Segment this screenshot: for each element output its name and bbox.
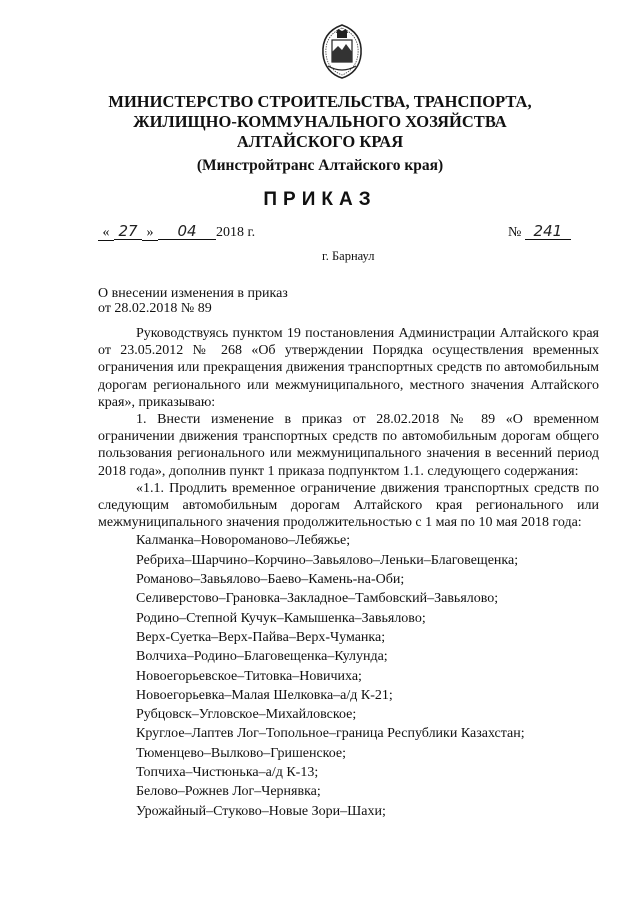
order-subject — [98, 286, 288, 316]
route-item: Ребриха–Шарчино–Корчино–Завьялово–Леньки–Благовещенка; — [136, 552, 519, 568]
route-item: Романово–Завьялово–Баево–Камень-на-Оби; — [136, 572, 405, 588]
document-type-title: ПРИКАЗ — [263, 189, 377, 210]
route-item: Белово–Рожнев Лог–Чернявка; — [136, 784, 321, 800]
number-prefix: № — [508, 225, 522, 240]
route-item: Тюменцево–Вылково–Гришенское; — [136, 745, 347, 761]
route-item: Урожайный–Стуково–Новые Зори–Шахи; — [136, 803, 386, 819]
route-item: Рубцовск–Угловское–Михайловское; — [136, 707, 357, 723]
route-item: Родино–Степной Кучук–Камышенка–Завьялово; — [136, 610, 426, 626]
ministry-title-line2: ЖИЛИЩНО-КОММУНАЛЬНОГО ХОЗЯЙСТВА — [133, 112, 507, 131]
date-day: 27 — [114, 224, 142, 240]
route-item: Калманка–Новороманово–Лебяжье; — [136, 533, 351, 549]
route-item: Новоегорьевка–Малая Шелковка–а/д К-21; — [136, 687, 393, 703]
subject-line2: от 28.02.2018 № 89 — [98, 301, 212, 316]
ministry-short-name: (Минстройтранс Алтайского края) — [196, 157, 444, 174]
ministry-title-line1: МИНИСТЕРСТВО СТРОИТЕЛЬСТВА, ТРАНСПОРТА, — [108, 92, 532, 111]
item-1-1-paragraph: «1.1. Продлить временное ограничение движения транспортных средств по следующим автомобильным дорогам Алтайского края регионального или межмуниципального значения продолжительностью с 1 мая по 10 мая 2018 года: — [98, 480, 599, 531]
date-close-quote: » — [142, 225, 158, 241]
ministry-title-line3: АЛТАЙСКОГО КРАЯ — [236, 132, 404, 151]
coat-of-arms-emblem — [318, 22, 366, 80]
route-item: Круглое–Лаптев Лог–Топольное–граница Республики Казахстан; — [136, 726, 525, 742]
item-1-paragraph: 1. Внести изменение в приказ от 28.02.2018 № 89 «О временном ограничении движения транспортных средств по автомобильным дорогам общего пользования регионального или межмуниципального значения в весенний период 2018 года», дополнив пункт 1 приказа подпунктом 1.1. следующего содержания: — [98, 412, 599, 479]
subject-line1: О внесении изменения в приказ — [98, 286, 288, 301]
route-item: Волчиха–Родино–Благовещенка–Кулунда; — [136, 649, 388, 665]
preamble-paragraph: Руководствуясь пунктом 19 постановления Администрации Алтайского края от 23.05.2012 № 268 «Об утверждении Порядка осуществления временных ограничения или прекращения движения транспортных средств по автомобильным дорогам регионального или межмуниципального, местного значения Алтайского края», приказываю: — [98, 326, 599, 410]
order-body — [98, 325, 599, 821]
route-item: Топчиха–Чистюнька–а/д К-13; — [136, 765, 319, 780]
date-month: 04 — [158, 224, 216, 240]
route-item: Верх-Суетка–Верх-Пайва–Верх-Чуманка; — [136, 629, 386, 645]
city: г. Барнаул — [322, 249, 375, 263]
route-item: Новоегорьевское–Титовка–Новичиха; — [136, 668, 362, 684]
order-date — [98, 224, 255, 241]
route-item: Селиверстово–Грановка–Закладное–Тамбовский–Завьялово; — [136, 591, 499, 607]
order-number — [508, 224, 571, 241]
number-value: 241 — [525, 224, 571, 240]
date-open-quote: « — [98, 225, 114, 241]
date-year: 2018 г. — [216, 225, 256, 240]
